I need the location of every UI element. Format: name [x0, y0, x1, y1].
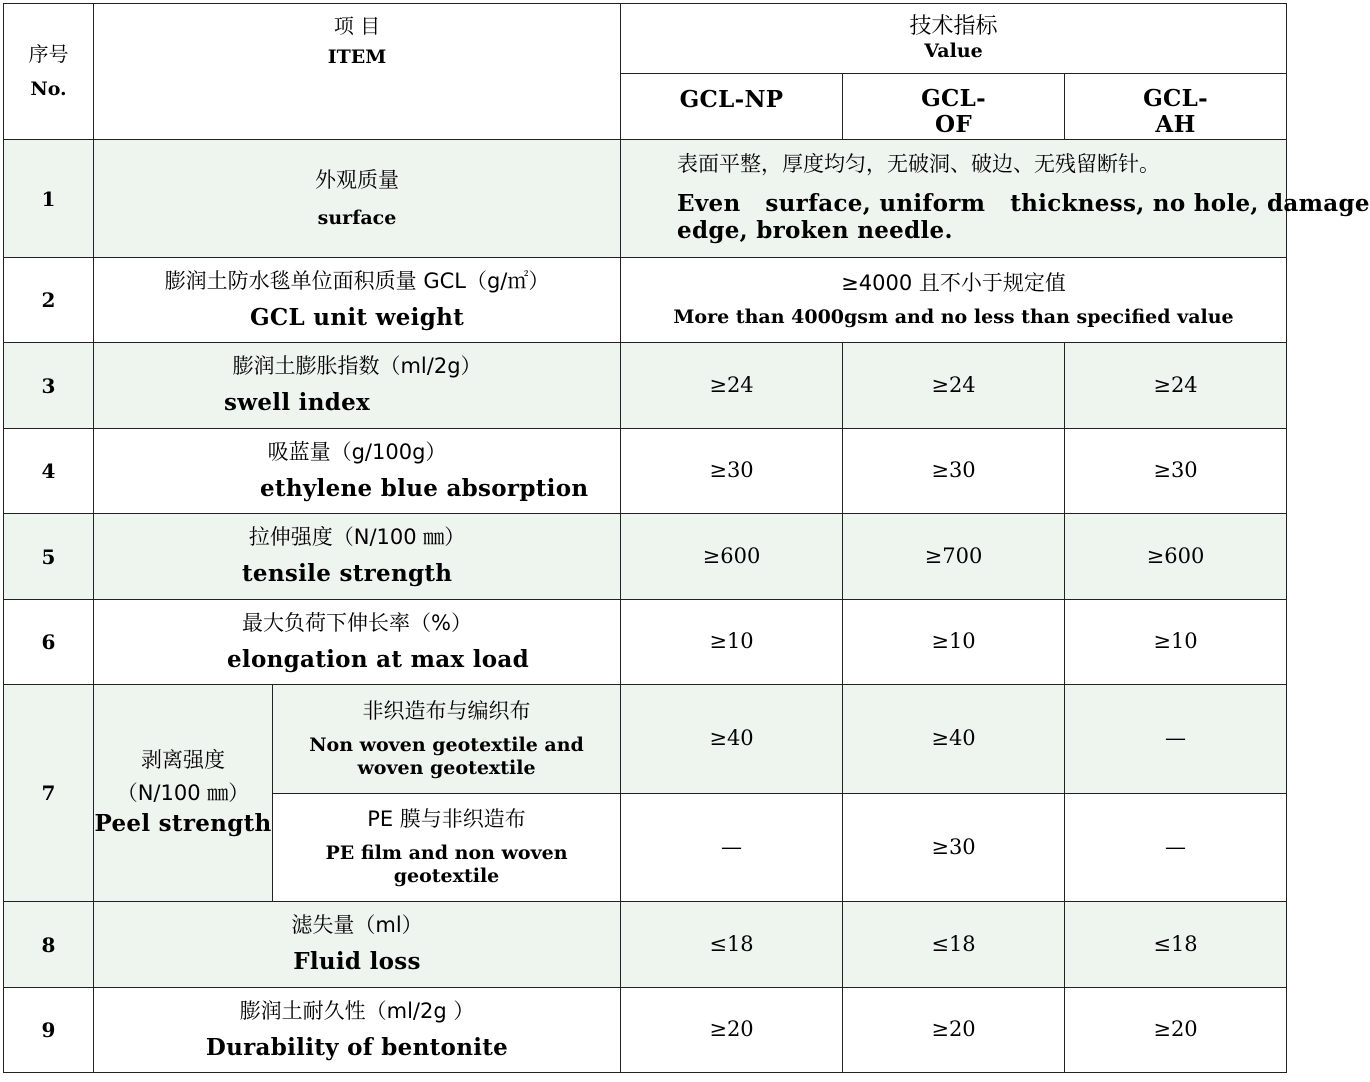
row-no: 2: [4, 258, 94, 343]
value-ah: ≥30: [1065, 429, 1287, 514]
header-col-ah-b: AH: [1155, 111, 1196, 139]
row-item-en: tensile strength: [242, 560, 453, 588]
table-row-6: [4, 600, 1287, 685]
value-of: ≥30: [843, 429, 1065, 514]
header-value-cn: 技术指标: [909, 13, 998, 39]
specification-table: [3, 3, 1370, 1073]
row-value: [621, 140, 1370, 258]
value-ah: ≤18: [1065, 902, 1287, 988]
header-col-ah: [1065, 74, 1287, 140]
value-ah: —: [1065, 794, 1287, 902]
value-ah: ≥24: [1065, 343, 1287, 429]
subitem-en-1: PE film and non woven: [325, 842, 568, 865]
table-row-2: [4, 258, 1287, 343]
subitem-cn: PE 膜与非织造布: [367, 807, 526, 832]
value-np: ≥30: [621, 429, 843, 514]
row-item-en: ethylene blue absorption: [260, 474, 589, 502]
row-no: 9: [4, 988, 94, 1073]
header-no-en: No.: [30, 78, 67, 101]
subitem-en-2: woven geotextile: [357, 756, 536, 779]
row-item-cn: 剥离强度: [141, 748, 225, 773]
row-item-en: GCL unit weight: [249, 303, 465, 331]
header-col-np: [621, 74, 843, 140]
header-no-cn: 序号: [28, 42, 69, 67]
value-ah: —: [1065, 685, 1287, 794]
value-np: —: [621, 794, 843, 902]
value-np: ≥20: [621, 988, 843, 1073]
row-item-en: swell index: [224, 389, 371, 417]
row-item: [94, 514, 621, 600]
row-item: [94, 988, 621, 1073]
header-row: [4, 4, 1287, 74]
row-item: [94, 429, 621, 514]
row-item-cn: 吸蓝量（g/100g）: [267, 439, 447, 464]
table-row-3: [4, 343, 1287, 429]
row-item-cn: 最大负荷下伸长率（%）: [242, 610, 472, 635]
subitem-en-1: Non woven geotextile and: [309, 733, 584, 756]
value-np: ≥40: [621, 685, 843, 794]
table-row-8: [4, 902, 1287, 988]
value-of: ≤18: [843, 902, 1065, 988]
value-of: ≥10: [843, 600, 1065, 685]
row-item-en: surface: [317, 206, 397, 229]
value-np: ≥600: [621, 514, 843, 600]
table-row-9: [4, 988, 1287, 1073]
header-col-of-b: OF: [935, 111, 972, 139]
row-no: 3: [4, 343, 94, 429]
row-item-en: Fluid loss: [293, 948, 421, 976]
row-item-cn: 膨润土防水毯单位面积质量 GCL（g/㎡）: [164, 268, 550, 293]
value-of: ≥20: [843, 988, 1065, 1073]
row-value-en: More than 4000gsm and no less than specified value: [673, 306, 1234, 329]
row-item: [94, 902, 621, 988]
value-np: ≤18: [621, 902, 843, 988]
header-col-of-a: GCL-: [921, 85, 986, 112]
row-item-en: Durability of bentonite: [205, 1033, 509, 1061]
header-col-of: [843, 74, 1065, 140]
row-no: 8: [4, 902, 94, 988]
row-item: [94, 343, 621, 429]
value-of: ≥40: [843, 685, 1065, 794]
header-item-cn: 项 目: [333, 14, 381, 38]
header-value: [621, 4, 1287, 74]
value-of: ≥30: [843, 794, 1065, 902]
header-value-en: Value: [924, 40, 983, 63]
row-no: 4: [4, 429, 94, 514]
row-item-cn: 外观质量: [315, 167, 399, 192]
subitem-cn: 非织造布与编织布: [362, 698, 531, 723]
table-row-1: [4, 140, 1287, 258]
row-value: [621, 258, 1287, 343]
row-item-en: Peel strength: [94, 810, 272, 838]
row-no: 7: [4, 685, 94, 902]
row-subitem-1: [273, 685, 621, 794]
row-value-cn: 表面平整，厚度均匀，无破洞、破边、无残留断针。: [677, 152, 1161, 177]
value-ah: ≥20: [1065, 988, 1287, 1073]
table-row-5: [4, 514, 1287, 600]
value-of: ≥24: [843, 343, 1065, 429]
subitem-en-2: geotextile: [393, 865, 500, 888]
value-of: ≥700: [843, 514, 1065, 600]
row-item-unit: （N/100 ㎜）: [116, 781, 250, 806]
header-item-en: ITEM: [327, 46, 387, 68]
value-np: ≥24: [621, 343, 843, 429]
row-item-cn: 滤失量（ml）: [291, 913, 423, 938]
value-ah: ≥600: [1065, 514, 1287, 600]
row-item-cn: 膨润土膨胀指数（ml/2g）: [232, 354, 482, 379]
row-item-cn: 拉伸强度（N/100 ㎜）: [248, 525, 466, 550]
value-np: ≥10: [621, 600, 843, 685]
row-item: [94, 600, 621, 685]
header-no: [4, 4, 94, 140]
row-item-en: elongation at max load: [227, 645, 530, 673]
row-value-en-2: edge, broken needle.: [677, 217, 953, 245]
row-item-cn: 膨润土耐久性（ml/2g ）: [239, 998, 475, 1023]
row-no: 5: [4, 514, 94, 600]
row-value-cn: ≥4000 且不小于规定值: [841, 271, 1066, 295]
table-row-4: [4, 429, 1287, 514]
row-item-peel: [94, 685, 273, 902]
header-col-ah-a: GCL-: [1143, 85, 1208, 112]
row-item: [94, 258, 621, 343]
row-item: [94, 140, 621, 258]
header-item: [94, 4, 621, 140]
table-row-7a: [4, 685, 1287, 794]
row-no: 6: [4, 600, 94, 685]
value-ah: ≥10: [1065, 600, 1287, 685]
row-no: 1: [4, 140, 94, 258]
row-value-en-1: Even surface, uniform thickness, no hole, damage: [677, 189, 1370, 217]
row-subitem-2: [273, 794, 621, 902]
header-col-np-label: GCL-NP: [679, 86, 784, 113]
